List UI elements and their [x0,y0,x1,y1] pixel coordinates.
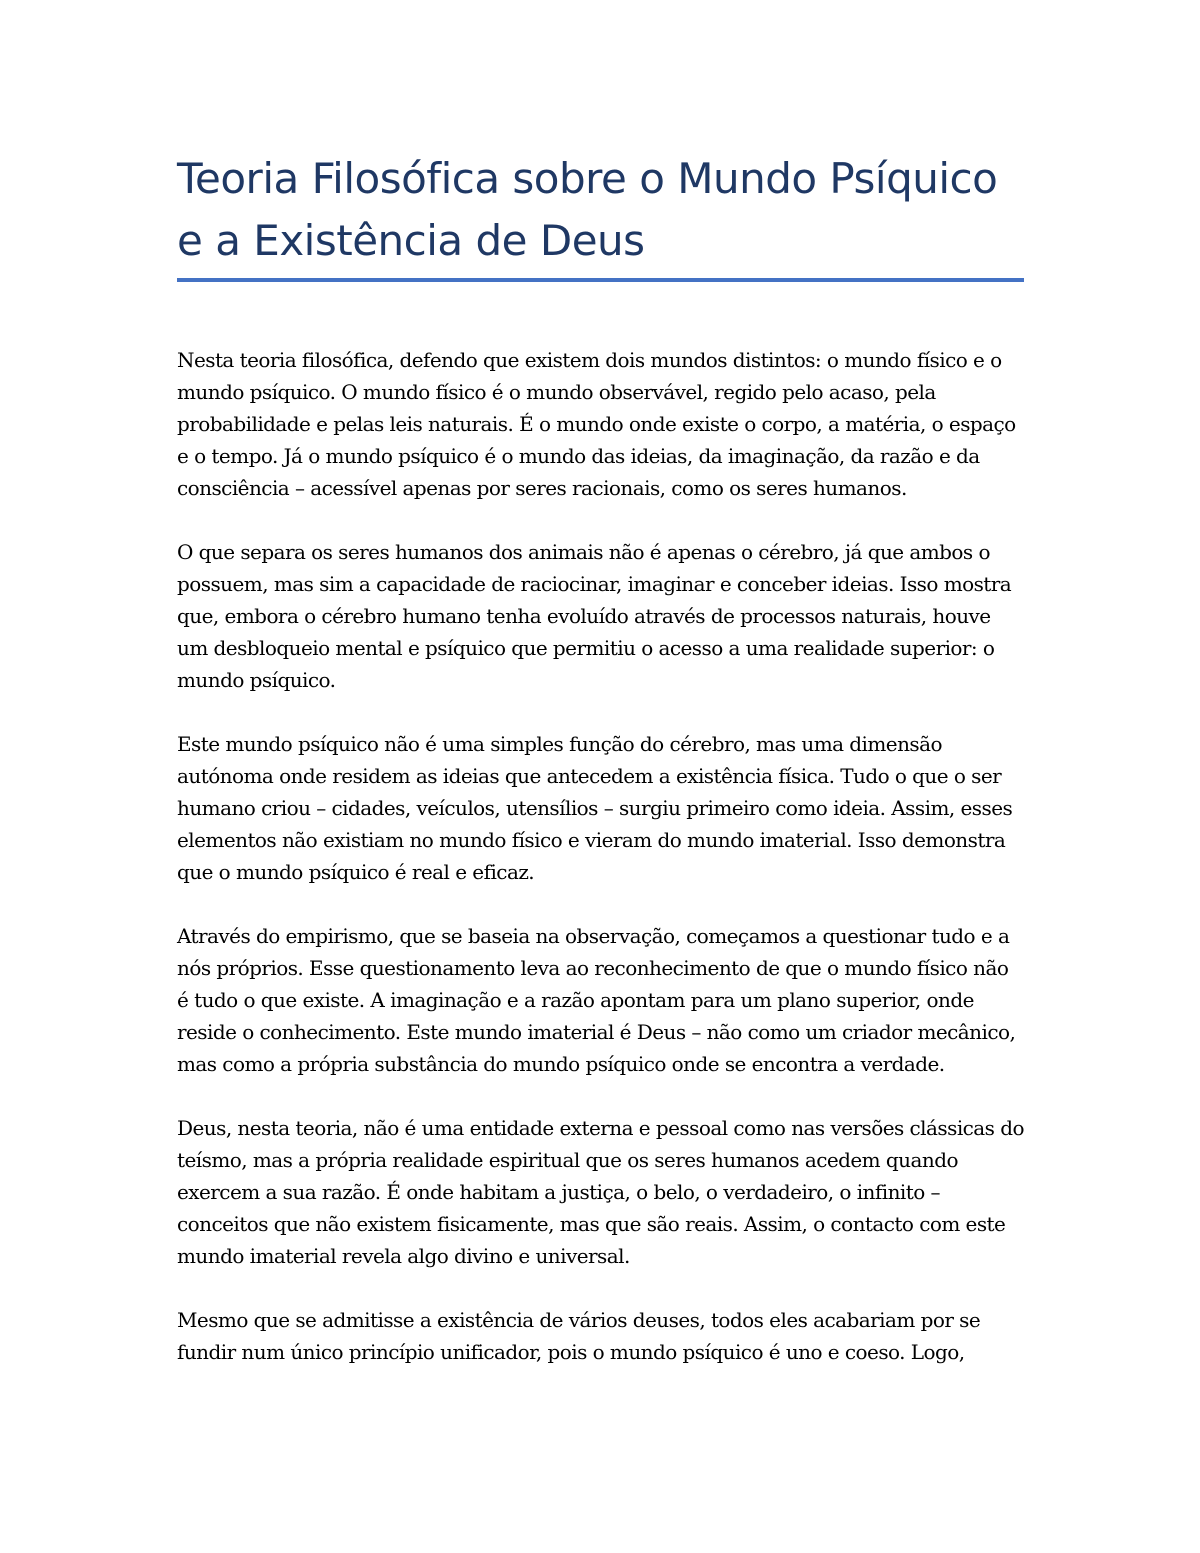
paragraph-4: Através do empirismo, que se baseia na observação, começamos a questionar tudo e a nós próprios. Esse questionamento leva ao reconhecimento de que o mundo físico não é tudo o que existe. A imaginação e a razão apontam para um plano superior, onde reside o conhecimento. Este mundo imaterial é Deus – não como um criador mecânico, mas como a própria substância do mundo psíquico onde se encontra a verdade. [177,924,1016,1076]
title-underline [177,278,1024,282]
paragraph-2: O que separa os seres humanos dos animais não é apenas o cérebro, já que ambos o possuem, mas sim a capacidade de raciocinar, imaginar e conceber ideias. Isso mostra que, embora o cérebro humano tenha evoluído através de processos naturais, houve um desbloqueio mental e psíquico que permitiu o acesso a uma realidade superior: o mundo psíquico. [177,540,1012,692]
paragraph-3: Este mundo psíquico não é uma simples função do cérebro, mas uma dimensão autónoma onde residem as ideias que antecedem a existência física. Tudo o que o ser humano criou – cidades, veículos, utensílios – surgiu primeiro como ideia. Assim, esses elementos não existiam no mundo físico e vieram do mundo imaterial. Isso demonstra que o mundo psíquico é real e eficaz. [177,732,1013,884]
document-title: Teoria Filosófica sobre o Mundo Psíquico e a Existência de Deus [177,154,998,265]
document-content [177,148,1024,1400]
paragraph-1: Nesta teoria filosófica, defendo que existem dois mundos distintos: o mundo físico e o mundo psíquico. O mundo físico é o mundo observável, regido pelo acaso, pela probabilidade e pelas leis naturais. É o mundo onde existe o corpo, a matéria, o espaço e o tempo. Já o mundo psíquico é o mundo das ideias, da imaginação, da razão e da consciência – acessível apenas por seres racionais, como os seres humanos. [177,348,1016,500]
paragraph-6: Mesmo que se admitisse a existência de vários deuses, todos eles acabariam por se fundir num único princípio unificador, pois o mundo psíquico é uno e coeso. Logo, [177,1308,981,1364]
document-body [177,344,1024,1368]
paragraph-5: Deus, nesta teoria, não é uma entidade externa e pessoal como nas versões clássicas do teísmo, mas a própria realidade espiritual que os seres humanos acedem quando exercem a sua razão. É onde habitam a justiça, o belo, o verdadeiro, o infinito – conceitos que não existem fisicamente, mas que são reais. Assim, o contacto com este mundo imaterial revela algo divino e universal. [177,1116,1024,1268]
